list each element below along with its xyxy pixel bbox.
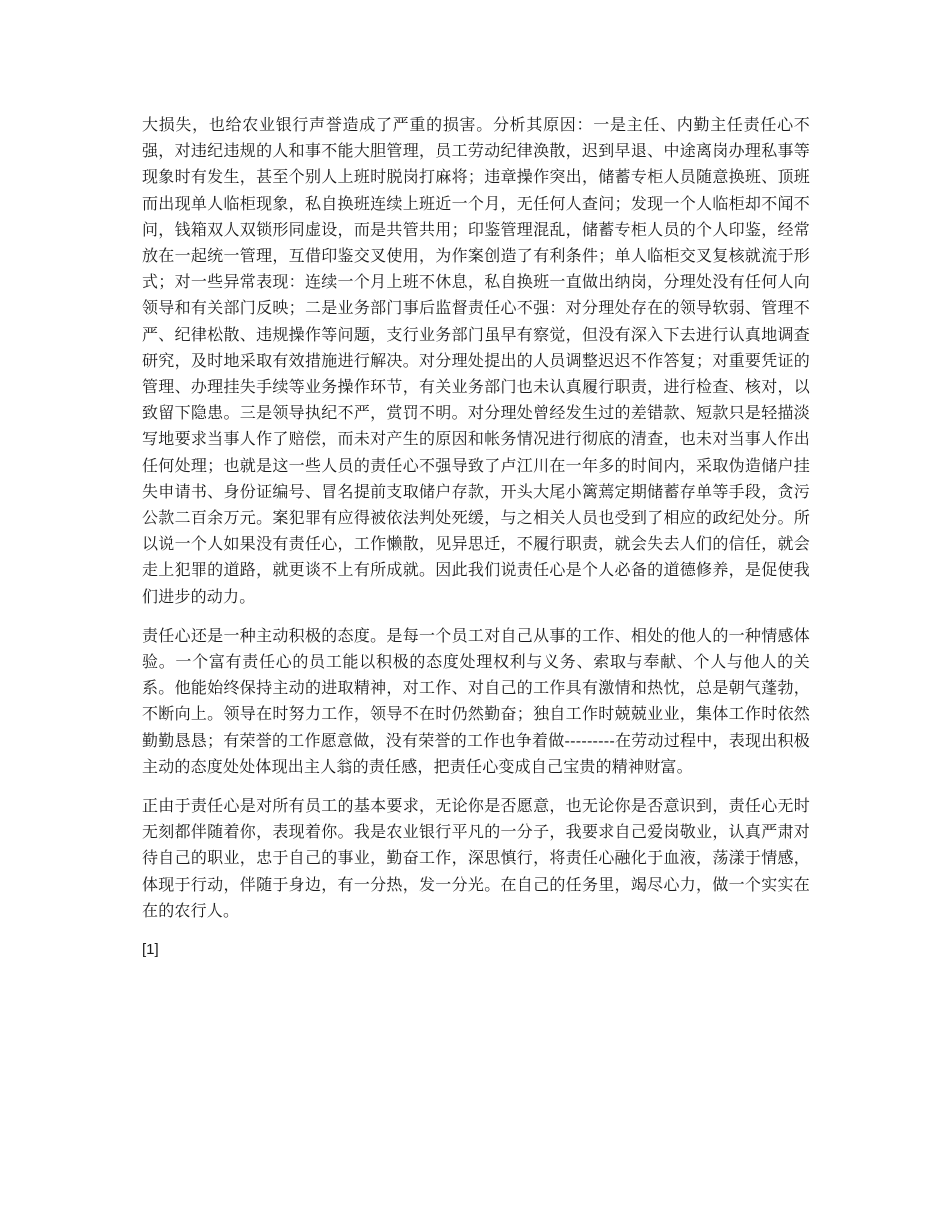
reference-marker: [1] bbox=[142, 941, 159, 959]
paragraph-1: 大损失，也给农业银行声誉造成了严重的损害。分析其原因：一是主任、内勤主任责任心不强，对违纪违规的人和事不能大胆管理，员工劳动纪律涣散，迟到早退、中途离岗办理私事等现象时有发生，甚至个别人上班时脱岗打麻将；违章操作突出，储蓄专柜人员随意换班、顶班而出现单人临柜现象，私自换班连续上班近一个月，无任何人查问；发现一个人临柜却不闻不问，钱箱双人双锁形同虚设，而是共管共用；印鉴管理混乱，储蓄专柜人员的个人印鉴，经常放在一起统一管理，互借印鉴交叉使用，为作案创造了有利条件；单人临柜交叉复核就流于形式；对一些异常表现：连续一个月上班不休息，私自换班一直做出纳岗，分理处没有任何人向领导和有关部门反映；二是业务部门事后监督责任心不强：对分理处存在的领导软弱、管理不严、纪律松散、违规操作等问题，支行业务部门虽早有察觉，但没有深入下去进行认真地调查研究，及时地采取有效措施进行解决。对分理处提出的人员调整迟迟不作答复；对重要凭证的管理、办理挂失手续等业务操作环节，有关业务部门也未认真履行职责，进行检查、核对，以致留下隐患。三是领导执纪不严，赏罚不明。对分理处曾经发生过的差错款、短款只是轻描淡写地要求当事人作了赔偿，而未对产生的原因和帐务情况进行彻底的清查，也未对当事人作出任何处理；也就是这一些人员的责任心不强导致了卢江川在一年多的时间内，采取伪造储户挂失申请书、身份证编号、冒名提前支取储户存款，开头大尾小篱蔫定期储蓄存单等手段，贪污公款二百余万元。案犯罪有应得被依法判处死缓，与之相关人员也受到了相应的政纪处分。所以说一个人如果没有责任心，工作懒散，见异思迁，不履行职责，就会失去人们的信任，就会走上犯罪的道路，就更谈不上有所成就。因此我们说责任心是个人必备的道德修养，是促使我们进步的动力。 bbox=[142, 115, 810, 606]
paragraph-2: 责任心还是一种主动积极的态度。是每一个员工对自己从事的工作、相处的他人的一种情感体验。一个富有责任心的员工能以积极的态度处理权利与义务、索取与奉献、个人与他人的关系。他能始终保持主动的进取精神，对工作、对自己的工作具有激情和热忱，总是朝气蓬勃，不断向上。领导在时努力工作，领导不在时仍然勤奋；独自工作时兢兢业业，集体工作时依然勤勤恳恳；有荣誉的工作愿意做，没有荣誉的工作也争着做---------在劳动过程中，表现出积极主动的态度处处体现出主人翁的责任感，把责任心变成自己宝贵的精神财富。 bbox=[142, 625, 810, 776]
paragraph-3: 正由于责任心是对所有员工的基本要求，无论你是否愿意，也无论你是否意识到，责任心无时无刻都伴随着你，表现着你。我是农业银行平凡的一分子，我要求自己爱岗敬业，认真严肃对待自己的职业，忠于自己的事业，勤奋工作，深思慎行，将责任心融化于血液，荡漾于情感，体现于行动，伴随于身边，有一分热，发一分光。在自己的任务里，竭尽心力，做一个实实在在的农行人。 bbox=[142, 796, 810, 920]
document-page bbox=[142, 112, 810, 963]
